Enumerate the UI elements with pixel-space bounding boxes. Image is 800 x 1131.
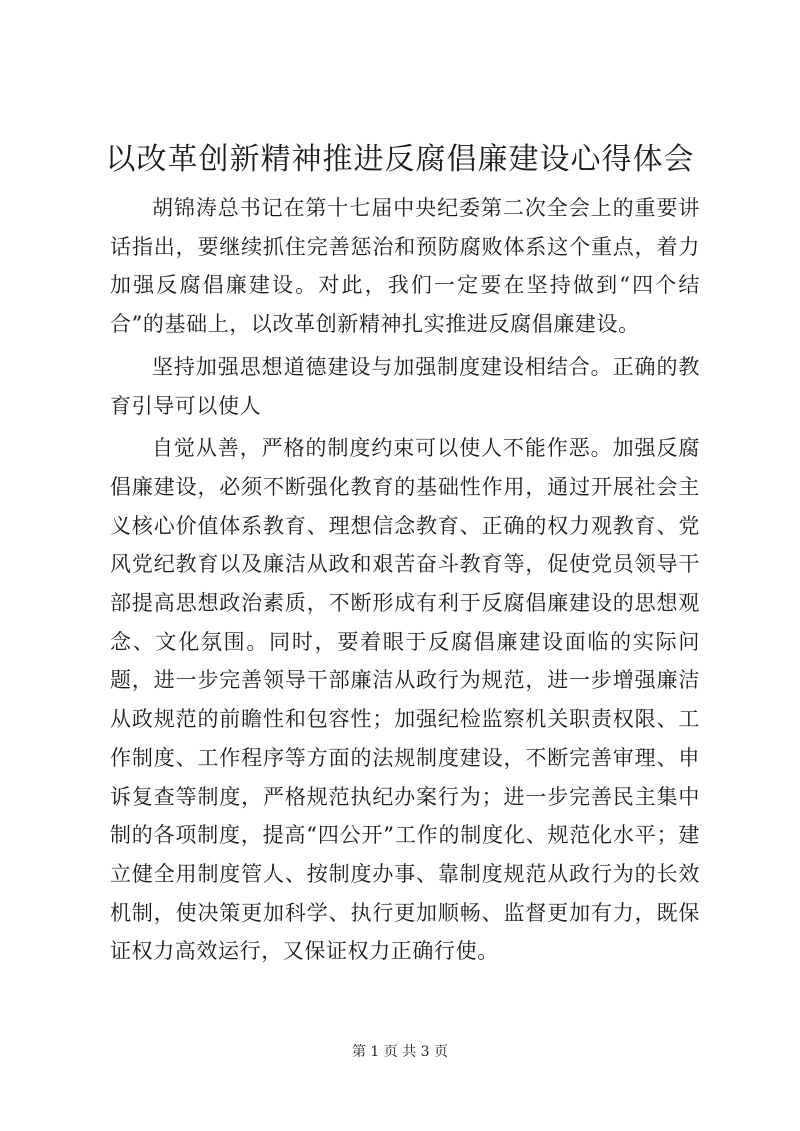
document-title: 以改革创新精神推进反腐倡廉建设心得体会 xyxy=(105,142,695,177)
paragraph-2: 坚持加强思想道德建设与加强制度建设相结合。正确的教育引导可以使人 xyxy=(110,354,700,418)
page-number: 第 1 页 共 3 页 xyxy=(351,1044,449,1060)
page-footer xyxy=(0,1043,800,1061)
document-body xyxy=(110,189,700,975)
paragraph-3: 自觉从善，严格的制度约束可以使人不能作恶。加强反腐倡廉建设，必须不断强化教育的基础性作用，通过开展社会主义核心价值体系教育、理想信念教育、正确的权力观教育、党风党纪教育以及廉洁从政和艰苦奋斗教育等，促使党员领导干部提高思想政治素质，不断形成有利于反腐倡廉建设的思想观念、文化氛围。同时，要着眼于反腐倡廉建设面临的实际问题，进一步完善领导干部廉洁从政行为规范，进一步增强廉洁从政规范的前瞻性和包容性；加强纪检监察机关职责权限、工作制度、工作程序等方面的法规制度建设，不断完善审理、申诉复查等制度，严格规范执纪办案行为；进一步完善民主集中制的各项制度，提高“四公开”工作的制度化、规范化水平；建立健全用制度管人、按制度办事、靠制度规范从政行为的长效机制，使决策更加科学、执行更加顺畅、监督更加有力，既保证权力高效运行，又保证权力正确行使。 xyxy=(110,436,700,964)
paragraph-1: 胡锦涛总书记在第十七届中央纪委第二次全会上的重要讲话指出，要继续抓住完善惩治和预防腐败体系这个重点，着力加强反腐倡廉建设。对此，我们一定要在坚持做到“四个结合”的基础上，以改革创新精神扎实推进反腐倡廉建设。 xyxy=(110,196,700,337)
